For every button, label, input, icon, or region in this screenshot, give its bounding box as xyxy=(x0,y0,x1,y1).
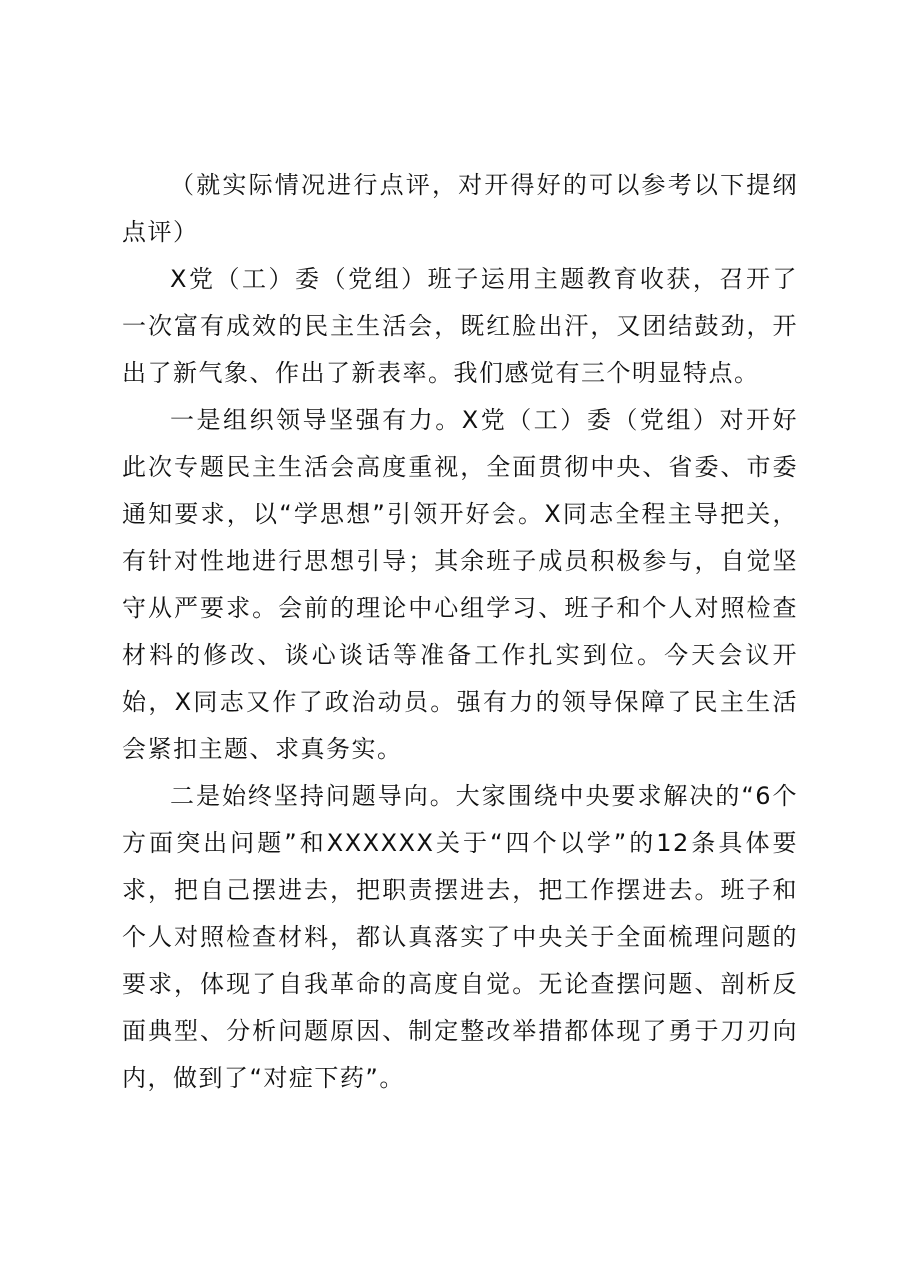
paragraph-point-one: 一是组织领导坚强有力。X党（工）委（党组）对开好此次专题民主生活会高度重视，全面贯彻中央、省委、市委通知要求，以“学思想”引领开好会。X同志全程主导把关，有针对性地进行思想引导；其余班子成员积极参与，自觉坚守从严要求。会前的理论中心组学习、班子和个人对照检查材料的修改、谈心谈话等准备工作扎实到位。今天会议开始，X同志又作了政治动员。强有力的领导保障了民主生活会紧扣主题、求真务实。 xyxy=(122,406,798,763)
paragraph-point-two: 二是始终坚持问题导向。大家围绕中央要求解决的“6个方面突出问题”和XXXXXX关于“四个以学”的12条具体要求，把自己摆进去，把职责摆进去，把工作摆进去。班子和个人对照检查材料，都认真落实了中央关于全面梳理问题的要求，体现了自我革命的高度自觉。无论查摆问题、剖析反面典型、分析问题原因、制定整改举措都体现了勇于刀刃向内，做到了“对症下药”。 xyxy=(122,782,798,1092)
paragraph-note: （就实际情况进行点评，对开得好的可以参考以下提纲点评） xyxy=(122,171,798,246)
paragraph-intro: X党（工）委（党组）班子运用主题教育收获，召开了一次富有成效的民主生活会，既红脸出汗，又团结鼓劲，开出了新气象、作出了新表率。我们感觉有三个明显特点。 xyxy=(122,265,798,387)
document-body xyxy=(122,162,798,1102)
